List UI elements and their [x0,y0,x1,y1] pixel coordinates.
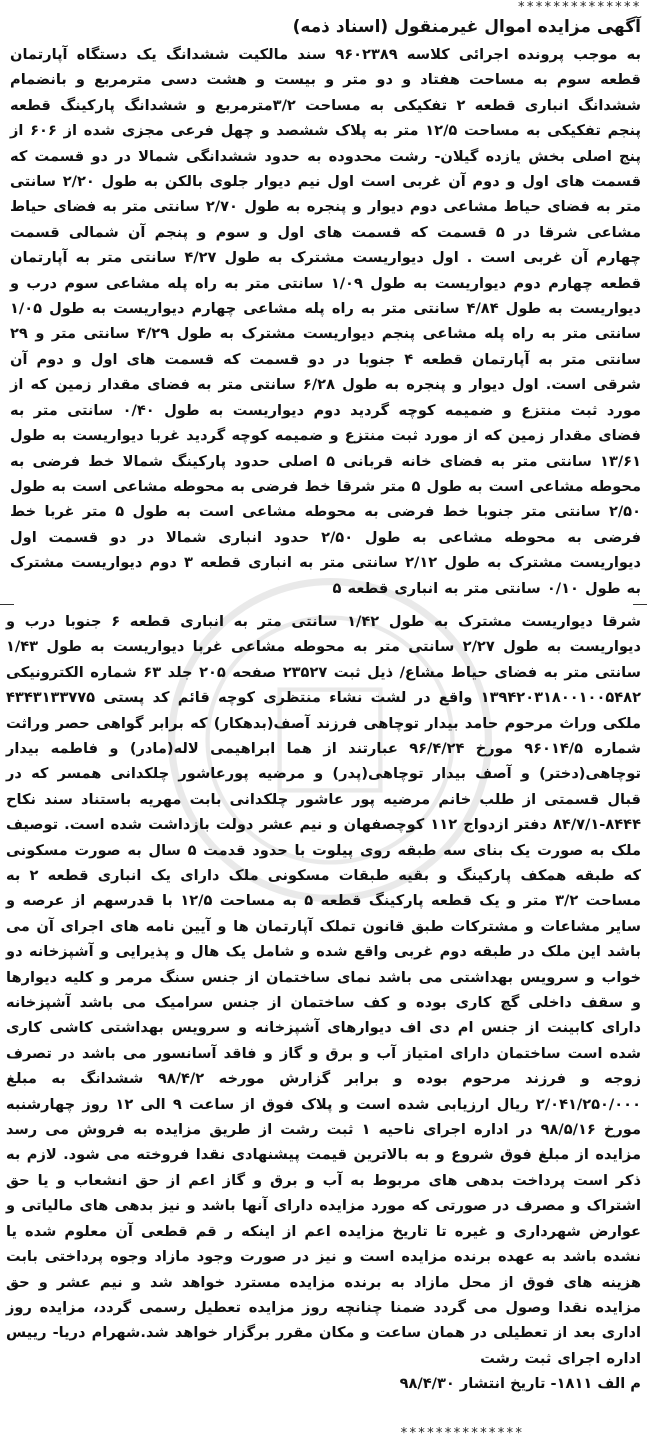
divider-tick-left [0,604,14,605]
notice-body-part-1: به موجب پرونده اجرائی کلاسه ۹۶۰۲۳۸۹ سند مالکیت ششدانگ یک دستگاه آپارتمان قطعه سوم به مساحت هفتاد و دو متر و بیست و هشت دسی مترمربع و بانضمام ششدانگ انباری قطعه ۲ تفکیکی به مساحت ۳/۲مترمربع و ششدانگ پارکینگ قطعه پنجم تفکیکی به مساحت ۱۲/۵ متر به پلاک ششصد و چهل فرعی مجزی شده از ۶۰۶ از پنج اصلی بخش یازده گیلان- رشت محدوده به حدود ششدانگی شمالا در دو قسمت که قسمت های اول و دوم آن غربی است اول نیم دیوار جلوی بالکن به طول ۲/۲۰ سانتی متر به فضای حیاط مشاعی دوم دیوار و پنجره به طول ۲/۷۰ سانتی متر به فضای حیاط مشاعی شرقا در ۵ قسمت که قسمت های اول و سوم و پنجم آن شمالی قسمت چهارم آن غربی است . اول دیواریست مشترک به طول ۴/۲۷ سانتی متر به آپارتمان قطعه چهارم دوم دیواریست به طول ۱/۰۹ سانتی متر به راه پله مشاعی سوم درب و دیواریست به طول ۴/۸۴ سانتی متر به راه پله مشاعی چهارم دیواریست به طول ۱/۰۵ سانتی متر به راه پله مشاعی پنجم دیواریست مشترک به طول ۴/۲۹ سانتی متر و ۲۹ سانتی متر به آپارتمان قطعه ۴ جنوبا در دو قسمت که قسمت های اول و دوم آن شرقی است. اول دیوار و پنجره به طول ۶/۲۸ سانتی متر به فضای مقدار زمین که از مورد ثبت منتزع و ضمیمه کوچه گردید دوم دیواریست به طول ۰/۴۰ سانتی متر به فضای مقدار زمین که از مورد ثبت منتزع و ضمیمه کوچه گردید غربا دیواریست به طول ۱۳/۶۱ سانتی متر به فضای خانه قربانی ۵ اصلی حدود پارکینگ شمالا خط فرضی به محوطه مشاعی است به طول ۵ متر شرقا خط فرضی به محوطه مشاعی است به طول ۲/۵۰ سانتی متر جنوبا خط فرضی به محوطه مشاعی است به طول ۵ متر غربا خط فرضی به محوطه مشاعی به طول ۲/۵۰ حدود انباری شمالا در دو قسمت اول دیواریست مشترک به طول ۲/۱۲ سانتی متر به انباری قطعه ۳ دوم دیواریست مشترک به طول ۰/۱۰ سانتی متر به انباری قطعه ۵ [10,46,642,597]
notice-footer: م الف ۱۸۱۱- تاریخ انتشار ۹۸/۴/۳۰ [399,1375,641,1393]
bottom-star-border: ************** [400,1426,524,1441]
divider-tick-right [633,604,647,605]
auction-notice [6,14,641,1423]
notice-body-part-2: شرقا دیواریست مشترک به طول ۱/۴۲ سانتی متر به انباری قطعه ۶ جنوبا درب و دیواریست به طول ۲/۲۷ سانتی متر به محوطه مشاعی غربا دیواریست به طول ۱/۴۳ سانتی متر به فضای حیاط مشاع/ ذیل ثبت ۲۳۵۲۷ صفحه ۲۰۵ جلد ۶۳ شماره الکترونیکی ۱۳۹۴۲۰۳۱۸۰۰۱۰۰۵۴۸۲ واقع در لشت نشاء منتظری کوچه قائم کد پستی ۴۳۴۳۱۳۳۷۷۵ ملکی وراث مرحوم حامد بیدار توچاهی فرزند آصف(بدهکار) که برابر گواهی حصر وراثت شماره ۹۶۰۱۴/۵ مورخ ۹۶/۴/۲۴ عبارتند از هما ابراهیمی لاله(مادر) و فاطمه بیدار توچاهی(دختر) و آصف بیدار توچاهی(پدر) و مرضیه پورعاشور چلکدانی همسر که در قبال قسمتی از طلب خانم مرضیه پور عاشور چلکدانی بابت مهریه باستناد سند نکاح ۸۴۴۴-۸۴/۷/۱ دفتر ازدواج ۱۱۲ کوچصفهان و نیم عشر دولت بازداشت شده است. توصیف ملک به صورت یک بنای سه طبقه روی پیلوت با حدود قدمت ۵ سال به صورت مسکونی که طبقه همکف پارکینگ و بقیه طبقات مسکونی ملک دارای یک انباری قطعه ۲ به مساحت ۳/۲ متر و یک قطعه پارکینگ قطعه ۵ به مساحت ۱۲/۵ با قدرسهم از عرصه و سایر مشاعات و مشترکات طبق قانون تملک آپارتمان ها و آیین نامه های اجرای آن می باشد این ملک در طبقه دوم غربی واقع شده و شامل یک هال و پذیرایی و آشپزخانه دو خواب و سرویس بهداشتی می باشد نمای ساختمان از جنس سنگ مرمر و کلیه دیوارها و سقف داخلی گچ کاری بوده و کف ساختمان از جنس سرامیک می باشد آشپزخانه دارای کابینت از جنس ام دی اف دیوارهای آشپزخانه و سرویس بهداشتی کاشی کاری شده است ساختمان دارای امتیاز آب و برق و گاز و فاقد آسانسور می باشد در تصرف زوجه و فرزند مرحوم بوده و برابر گزارش مورخه ۹۸/۴/۲ ششدانگ به مبلغ ۲/۰۴۱/۲۵۰/۰۰۰ ریال ارزیابی شده است و پلاک فوق از ساعت ۹ الی ۱۲ روز چهارشنبه مورخ ۹۸/۵/۱۶ در اداره اجرای ناحیه ۱ ثبت رشت از طریق مزایده به فروش می رسد مزایده از مبلغ فوق شروع و به بالاترین قیمت پیشنهادی نقدا فروخته می شود. لازم به ذکر است پرداخت بدهی های مربوط به آب و برق و گاز اعم از حق انشعاب و یا حق اشتراک و مصرف در صورتی که مورد مزایده دارای آنها باشد و نیز بدهی های مالیاتی و عوارض شهرداری و غیره تا تاریخ مزایده اعم از اینکه ر قم قطعی آن معلوم شده یا نشده باشد به عهده برنده مزایده است و نیز در صورت وجود مازاد وجوه پرداختی بابت هزینه های فوق از محل مازاد به برنده مزایده مسترد خواهد شد و نیم عشر و حق مزایده نقدا وصول می گردد ضمنا چنانچه روز مزایده تعطیل رسمی گردد، مزایده روز اداری بعد از تعطیلی در همان ساعت و مکان مقرر برگزار خواهد شد.شهرام دریا- رییس اداره اجرای ثبت رشت [6,612,642,1367]
column-break-divider [6,601,641,609]
top-star-border: ************** [517,0,641,15]
notice-title: آگهی مزایده اموال غیرمنقول (اسناد ذمه) [292,17,641,37]
